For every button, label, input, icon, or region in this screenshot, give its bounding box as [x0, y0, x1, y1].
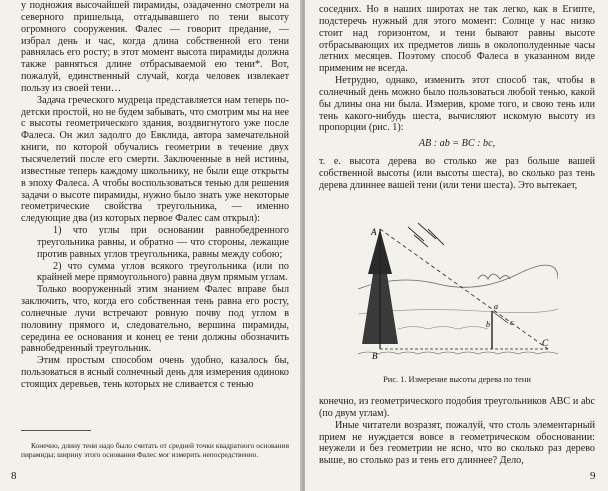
left-page-body	[21, 0, 289, 391]
proportion-formula: AB : ab = BC : bc,	[418, 138, 496, 150]
label-a: a	[494, 302, 498, 311]
page-number: 9	[590, 470, 596, 482]
right-page	[305, 0, 608, 491]
paragraph: у подножия высочайшей пирамиды, озадаченно смотрели на северного пришельца, отгадывавшего по тени высоту огромного сооружения. Фалес — говорит предание, — избрал день и час, когда длина собственной его тени равнялась его росту; в этот момент высота пирамиды должна также равняться длине отбрасываемой ею тени*. Вот, пожалуй, единственный случай, когда человек извлекает пользу из своей тени…	[21, 0, 289, 94]
page-number: 8	[11, 470, 17, 482]
label-B: B	[372, 351, 378, 361]
paragraph: Только вооруженный этим знанием Фалес вправе был заключить, что, когда его собственная тень равна его росту, солнечные лучи встречают ровную почву под углом в половину прямого и, следовательно, вершина пирамиды, середина ее основания и конец ее тени должны обозначить равнобедренный треугольник.	[21, 284, 289, 355]
paragraph: Нетрудно, однако, изменить этот способ так, чтобы в солнечный день можно было пользоваться любой тенью, какой бы длины она ни была. Измерив, кроме того, и свою тень или тень какого-нибудь шеста, вычисляют искомую высоту из пропорции (рис. 1):	[319, 75, 595, 134]
label-A: A	[371, 227, 377, 237]
right-page-body	[319, 4, 595, 192]
paragraph: Задача греческого мудреца представляется нам теперь по-детски простой, но не будем забывать, что смотрим мы на нее с высоты геометрического здания, воздвигнутого уже после Фалеса. Он жил задолго до Евклида, автора замечательной книги, по которой обучались геометрии в течение двух тысячелетий после его смерти. Заключенные в ней истины, известные теперь каждому школьнику, не были еще открыты в эпоху Фалеса. А чтобы воспользоваться тенью для решения задачи о высоте пирамиды, нужно было знать уже некоторые геометрические свойства треугольника, — именно следующие два (из которых первое Фалес сам открыл):	[21, 94, 289, 225]
label-c: c	[510, 318, 514, 327]
label-C: C	[542, 338, 549, 348]
paragraph: соседних. Но в наших широтах не так легко, как в Египте, подстеречь нужный для этого момент: Солнце у нас низко стоит над горизонтом, и тени бывают равны высоте отбрасывающих их предметов лишь в околополуденные часы летних месяцев. Поэтому способ Фалеса в указанном виде применим не всегда.	[319, 4, 595, 75]
footnote: Конечно, длину тени надо было считать от средней точки квадратного основания пирамиды; ширину этого основания Фалес мог измерить непосредственно.	[21, 441, 289, 460]
right-page-body-bottom	[319, 396, 595, 467]
paragraph: т. е. высота дерева во столько же раз больше вашей собственной высоты (или высоты шеста), во сколько раз тень дерева длиннее вашей тени (или тени шеста). Это вытекает,	[319, 156, 595, 191]
left-page	[0, 0, 302, 491]
label-b: b	[486, 320, 490, 329]
tree-shadow-figure	[358, 219, 558, 369]
list-item: 1) что углы при основании равнобедренного треугольника равны, и обратно — что стороны, лежащие против равных углов треугольника, равны между собою;	[37, 225, 289, 260]
list-item: 2) что сумма углов всякого треугольника (или по крайней мере прямоугольного) равна двум прямым углам.	[37, 260, 289, 284]
paragraph: Этим простым способом очень удобно, казалось бы, пользоваться в ясный солнечный день для измерения одиноко стоящих деревьев, тень которых не сливается с тенью	[21, 355, 289, 390]
footnote-rule	[21, 430, 91, 431]
paragraph: Иные читатели возразят, пожалуй, что столь элементарный прием не нуждается вовсе в геометрическом обосновании: неужели и без геометрии не ясно, что во сколько раз дерево выше, во столько раз и тень его длиннее? Дело,	[319, 419, 595, 467]
figure-caption: Рис. 1. Измерение высоты дерева по тени	[383, 375, 531, 384]
paragraph: конечно, из геометрического подобия треугольников ABC и abc (по двум углам).	[319, 396, 595, 419]
